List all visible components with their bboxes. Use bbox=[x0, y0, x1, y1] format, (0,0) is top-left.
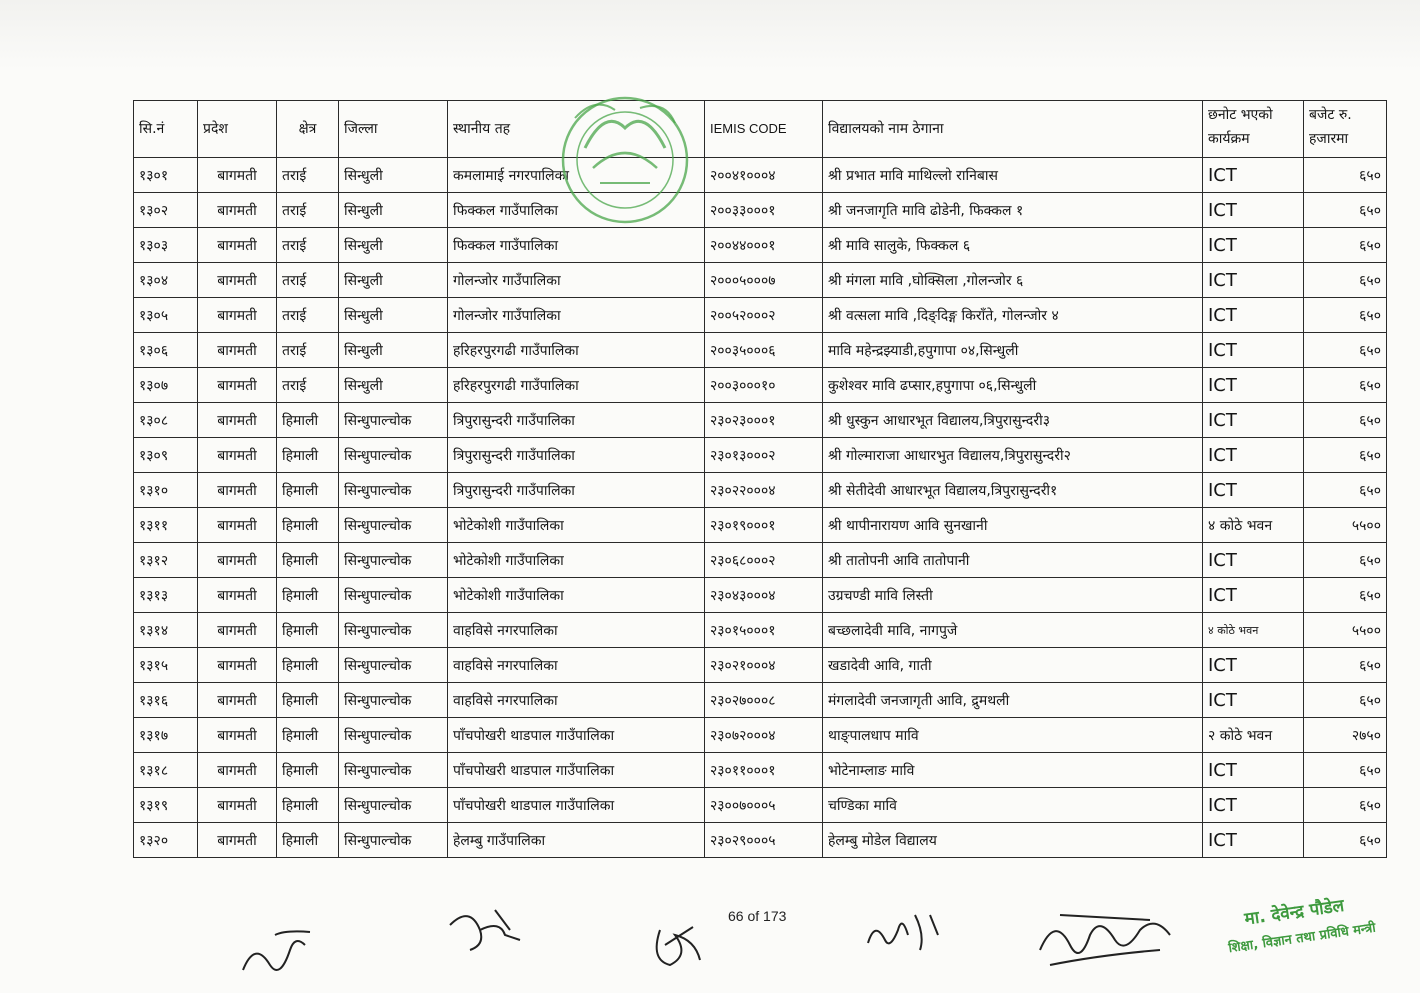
cell-district: सिन्धुली bbox=[339, 193, 448, 228]
header-iemis-code: IEMIS CODE bbox=[705, 101, 823, 158]
cell-program: २ कोठे भवन bbox=[1203, 718, 1304, 753]
cell-district: सिन्धुपाल्चोक bbox=[339, 648, 448, 683]
cell-local-level: पाँचपोखरी थाडपाल गाउँपालिका bbox=[448, 718, 705, 753]
header-district: जिल्ला bbox=[339, 101, 448, 158]
table-row bbox=[134, 368, 1387, 403]
cell-program: ICT bbox=[1203, 263, 1304, 298]
signature-1-icon bbox=[235, 920, 325, 984]
cell-program: ४ कोठे भवन bbox=[1203, 508, 1304, 543]
cell-school-name: श्री तातोपनी आवि तातोपानी bbox=[823, 543, 1203, 578]
table-row bbox=[134, 648, 1387, 683]
header-budget: बजेट रु. हजारमा bbox=[1304, 101, 1387, 158]
cell-school-name: मावि महेन्द्रझ्याडी,हपुगापा ०४,सिन्धुली bbox=[823, 333, 1203, 368]
table-row bbox=[134, 333, 1387, 368]
cell-region: हिमाली bbox=[277, 788, 339, 823]
cell-budget: ६५० bbox=[1304, 473, 1387, 508]
header-school-name: विद्यालयको नाम ठेगाना bbox=[823, 101, 1203, 158]
cell-iemis-code: २३००७०००५ bbox=[705, 788, 823, 823]
cell-province: बागमती bbox=[198, 683, 277, 718]
cell-district: सिन्धुपाल्चोक bbox=[339, 438, 448, 473]
cell-province: बागमती bbox=[198, 193, 277, 228]
cell-school-name: थाङ्पालधाप मावि bbox=[823, 718, 1203, 753]
table-row bbox=[134, 543, 1387, 578]
cell-province: बागमती bbox=[198, 823, 277, 858]
cell-program: ICT bbox=[1203, 228, 1304, 263]
cell-region: हिमाली bbox=[277, 823, 339, 858]
cell-sn: १३१९ bbox=[134, 788, 198, 823]
cell-local-level: गोलन्जोर गाउँपालिका bbox=[448, 263, 705, 298]
official-stamp bbox=[1223, 883, 1420, 993]
cell-sn: १३१८ bbox=[134, 753, 198, 788]
cell-budget: ५५०० bbox=[1304, 508, 1387, 543]
cell-region: तराई bbox=[277, 368, 339, 403]
cell-district: सिन्धुली bbox=[339, 228, 448, 263]
cell-program: ICT bbox=[1203, 403, 1304, 438]
cell-sn: १३०७ bbox=[134, 368, 198, 403]
cell-budget: ६५० bbox=[1304, 648, 1387, 683]
cell-program: ICT bbox=[1203, 578, 1304, 613]
cell-sn: १३०१ bbox=[134, 158, 198, 193]
cell-budget: ६५० bbox=[1304, 263, 1387, 298]
cell-local-level: त्रिपुरासुन्दरी गाउँपालिका bbox=[448, 403, 705, 438]
page-number: 66 of 173 bbox=[728, 908, 787, 924]
cell-province: बागमती bbox=[198, 473, 277, 508]
cell-sn: १३१६ bbox=[134, 683, 198, 718]
cell-local-level: फिक्कल गाउँपालिका bbox=[448, 228, 705, 263]
cell-district: सिन्धुपाल्चोक bbox=[339, 788, 448, 823]
cell-program: ICT bbox=[1203, 683, 1304, 718]
cell-school-name: कुशेश्वर मावि ढप्सार,हपुगापा ०६,सिन्धुली bbox=[823, 368, 1203, 403]
cell-region: तराई bbox=[277, 158, 339, 193]
table-row bbox=[134, 753, 1387, 788]
header-region: क्षेत्र bbox=[277, 101, 339, 158]
cell-region: तराई bbox=[277, 333, 339, 368]
table-row bbox=[134, 578, 1387, 613]
cell-sn: १३१५ bbox=[134, 648, 198, 683]
cell-iemis-code: २००४४०००१ bbox=[705, 228, 823, 263]
cell-budget: ६५० bbox=[1304, 438, 1387, 473]
cell-province: बागमती bbox=[198, 753, 277, 788]
cell-province: बागमती bbox=[198, 438, 277, 473]
cell-province: बागमती bbox=[198, 263, 277, 298]
cell-province: बागमती bbox=[198, 613, 277, 648]
cell-budget: ६५० bbox=[1304, 228, 1387, 263]
cell-province: बागमती bbox=[198, 788, 277, 823]
cell-province: बागमती bbox=[198, 648, 277, 683]
cell-program: ICT bbox=[1203, 298, 1304, 333]
stamp-name: मा. देवेन्द्र पौडेल bbox=[1243, 895, 1346, 930]
cell-school-name: भोटेनाम्लाङ मावि bbox=[823, 753, 1203, 788]
cell-school-name: श्री थापीनारायण आवि सुनखानी bbox=[823, 508, 1203, 543]
signature-2-icon bbox=[440, 900, 530, 960]
cell-region: तराई bbox=[277, 228, 339, 263]
cell-program: ICT bbox=[1203, 438, 1304, 473]
cell-sn: १३१३ bbox=[134, 578, 198, 613]
cell-budget: ५५०० bbox=[1304, 613, 1387, 648]
cell-district: सिन्धुली bbox=[339, 263, 448, 298]
cell-local-level: भोटेकोशी गाउँपालिका bbox=[448, 578, 705, 613]
cell-iemis-code: २००४१०००४ bbox=[705, 158, 823, 193]
cell-sn: १३१४ bbox=[134, 613, 198, 648]
table-row bbox=[134, 473, 1387, 508]
cell-district: सिन्धुली bbox=[339, 333, 448, 368]
cell-local-level: वाहविसे नगरपालिका bbox=[448, 683, 705, 718]
cell-budget: ६५० bbox=[1304, 193, 1387, 228]
cell-program: ICT bbox=[1203, 473, 1304, 508]
header-program: छनोट भएको कार्यक्रम bbox=[1203, 101, 1304, 158]
cell-iemis-code: २३०११०००१ bbox=[705, 753, 823, 788]
cell-local-level: फिक्कल गाउँपालिका bbox=[448, 193, 705, 228]
cell-iemis-code: २००३३०००१ bbox=[705, 193, 823, 228]
cell-iemis-code: २३०२७०००८ bbox=[705, 683, 823, 718]
cell-budget: २७५० bbox=[1304, 718, 1387, 753]
cell-region: हिमाली bbox=[277, 613, 339, 648]
cell-program: ICT bbox=[1203, 193, 1304, 228]
cell-sn: १३१७ bbox=[134, 718, 198, 753]
cell-school-name: खडादेवी आवि, गाती bbox=[823, 648, 1203, 683]
cell-iemis-code: २००३५०००६ bbox=[705, 333, 823, 368]
cell-local-level: हेलम्बु गाउँपालिका bbox=[448, 823, 705, 858]
cell-region: हिमाली bbox=[277, 403, 339, 438]
cell-iemis-code: २३०२३०००१ bbox=[705, 403, 823, 438]
cell-province: बागमती bbox=[198, 298, 277, 333]
cell-province: बागमती bbox=[198, 158, 277, 193]
table-row bbox=[134, 298, 1387, 333]
cell-region: तराई bbox=[277, 298, 339, 333]
cell-school-name: चण्डिका मावि bbox=[823, 788, 1203, 823]
cell-iemis-code: २३०१९०००१ bbox=[705, 508, 823, 543]
cell-budget: ६५० bbox=[1304, 298, 1387, 333]
cell-program: ICT bbox=[1203, 753, 1304, 788]
cell-district: सिन्धुपाल्चोक bbox=[339, 683, 448, 718]
table-row bbox=[134, 158, 1387, 193]
cell-sn: १३१० bbox=[134, 473, 198, 508]
cell-region: हिमाली bbox=[277, 578, 339, 613]
cell-local-level: भोटेकोशी गाउँपालिका bbox=[448, 543, 705, 578]
cell-sn: १३११ bbox=[134, 508, 198, 543]
cell-sn: १३२० bbox=[134, 823, 198, 858]
cell-region: हिमाली bbox=[277, 718, 339, 753]
cell-budget: ६५० bbox=[1304, 158, 1387, 193]
table-row bbox=[134, 613, 1387, 648]
cell-school-name: श्री मंगला मावि ,घोक्सिला ,गोलन्जोर ६ bbox=[823, 263, 1203, 298]
cell-province: बागमती bbox=[198, 333, 277, 368]
cell-district: सिन्धुली bbox=[339, 158, 448, 193]
cell-district: सिन्धुपाल्चोक bbox=[339, 508, 448, 543]
cell-iemis-code: २३०२१०००४ bbox=[705, 648, 823, 683]
cell-iemis-code: २३०१५०००१ bbox=[705, 613, 823, 648]
cell-budget: ६५० bbox=[1304, 543, 1387, 578]
cell-district: सिन्धुपाल्चोक bbox=[339, 543, 448, 578]
table-row bbox=[134, 823, 1387, 858]
cell-province: बागमती bbox=[198, 368, 277, 403]
cell-iemis-code: २३०६८०००२ bbox=[705, 543, 823, 578]
cell-province: बागमती bbox=[198, 508, 277, 543]
cell-budget: ६५० bbox=[1304, 683, 1387, 718]
table-body bbox=[134, 158, 1387, 858]
cell-program: ICT bbox=[1203, 788, 1304, 823]
header-local-level: स्थानीय तह bbox=[448, 101, 705, 158]
cell-school-name: श्री प्रभात मावि माथिल्लो रानिबास bbox=[823, 158, 1203, 193]
header-province: प्रदेश bbox=[198, 101, 277, 158]
cell-school-name: मंगलादेवी जनजागृती आवि, द्रुमथली bbox=[823, 683, 1203, 718]
cell-local-level: त्रिपुरासुन्दरी गाउँपालिका bbox=[448, 438, 705, 473]
cell-local-level: वाहविसे नगरपालिका bbox=[448, 613, 705, 648]
cell-district: सिन्धुपाल्चोक bbox=[339, 823, 448, 858]
table-row bbox=[134, 438, 1387, 473]
cell-iemis-code: २०००५०००७ bbox=[705, 263, 823, 298]
page-top-margin bbox=[0, 0, 1420, 70]
cell-budget: ६५० bbox=[1304, 788, 1387, 823]
table-row bbox=[134, 193, 1387, 228]
cell-sn: १३०६ bbox=[134, 333, 198, 368]
cell-sn: १३०२ bbox=[134, 193, 198, 228]
cell-region: हिमाली bbox=[277, 753, 339, 788]
cell-district: सिन्धुपाल्चोक bbox=[339, 753, 448, 788]
table-row bbox=[134, 403, 1387, 438]
cell-sn: १३०९ bbox=[134, 438, 198, 473]
cell-program: ICT bbox=[1203, 158, 1304, 193]
header-sn: सि.नं bbox=[134, 101, 198, 158]
cell-budget: ६५० bbox=[1304, 368, 1387, 403]
cell-local-level: गोलन्जोर गाउँपालिका bbox=[448, 298, 705, 333]
table-row bbox=[134, 788, 1387, 823]
cell-local-level: त्रिपुरासुन्दरी गाउँपालिका bbox=[448, 473, 705, 508]
table-row bbox=[134, 228, 1387, 263]
cell-local-level: भोटेकोशी गाउँपालिका bbox=[448, 508, 705, 543]
cell-iemis-code: २३०४३०००४ bbox=[705, 578, 823, 613]
cell-school-name: श्री धुस्कुन आधारभूत विद्यालय,त्रिपुरासुन्दरी३ bbox=[823, 403, 1203, 438]
signature-4-icon bbox=[860, 905, 950, 955]
cell-province: बागमती bbox=[198, 578, 277, 613]
cell-sn: १३०८ bbox=[134, 403, 198, 438]
cell-region: तराई bbox=[277, 263, 339, 298]
cell-local-level: हरिहरपुरगढी गाउँपालिका bbox=[448, 333, 705, 368]
cell-school-name: श्री गोल्माराजा आधारभुत विद्यालय,त्रिपुरासुन्दरी२ bbox=[823, 438, 1203, 473]
cell-iemis-code: २३०२९०००५ bbox=[705, 823, 823, 858]
cell-iemis-code: २३०१३०००२ bbox=[705, 438, 823, 473]
cell-program: ४ कोठे भवन bbox=[1203, 613, 1304, 648]
cell-iemis-code: २००५२०००२ bbox=[705, 298, 823, 333]
school-program-table bbox=[133, 100, 1387, 858]
cell-program: ICT bbox=[1203, 543, 1304, 578]
cell-sn: १३०३ bbox=[134, 228, 198, 263]
cell-district: सिन्धुपाल्चोक bbox=[339, 718, 448, 753]
cell-budget: ६५० bbox=[1304, 403, 1387, 438]
cell-region: हिमाली bbox=[277, 508, 339, 543]
cell-local-level: पाँचपोखरी थाडपाल गाउँपालिका bbox=[448, 753, 705, 788]
cell-region: तराई bbox=[277, 193, 339, 228]
cell-region: हिमाली bbox=[277, 438, 339, 473]
cell-program: ICT bbox=[1203, 368, 1304, 403]
cell-program: ICT bbox=[1203, 823, 1304, 858]
cell-district: सिन्धुली bbox=[339, 368, 448, 403]
table-row bbox=[134, 508, 1387, 543]
cell-iemis-code: २००३०००१० bbox=[705, 368, 823, 403]
cell-school-name: बच्छलादेवी मावि, नागपुजे bbox=[823, 613, 1203, 648]
cell-region: हिमाली bbox=[277, 473, 339, 508]
cell-iemis-code: २३०२२०००४ bbox=[705, 473, 823, 508]
stamp-office: शिक्षा, विज्ञान तथा प्रविधि मन्त्री bbox=[1227, 920, 1377, 957]
cell-local-level: पाँचपोखरी थाडपाल गाउँपालिका bbox=[448, 788, 705, 823]
cell-sn: १३०५ bbox=[134, 298, 198, 333]
table-row bbox=[134, 683, 1387, 718]
cell-district: सिन्धुपाल्चोक bbox=[339, 473, 448, 508]
cell-budget: ६५० bbox=[1304, 823, 1387, 858]
cell-school-name: उग्रचण्डी मावि लिस्ती bbox=[823, 578, 1203, 613]
cell-district: सिन्धुपाल्चोक bbox=[339, 578, 448, 613]
cell-school-name: श्री सेतीदेवी आधारभूत विद्यालय,त्रिपुरासुन्दरी१ bbox=[823, 473, 1203, 508]
cell-iemis-code: २३०७२०००४ bbox=[705, 718, 823, 753]
cell-school-name: हेलम्बु मोडेल विद्यालय bbox=[823, 823, 1203, 858]
cell-region: हिमाली bbox=[277, 543, 339, 578]
cell-budget: ६५० bbox=[1304, 333, 1387, 368]
cell-program: ICT bbox=[1203, 648, 1304, 683]
signature-3-icon bbox=[645, 915, 715, 975]
signature-5-icon bbox=[1030, 895, 1180, 975]
cell-sn: १३१२ bbox=[134, 543, 198, 578]
cell-region: हिमाली bbox=[277, 683, 339, 718]
cell-district: सिन्धुली bbox=[339, 298, 448, 333]
cell-school-name: श्री जनजागृति मावि ढोडेनी, फिक्कल १ bbox=[823, 193, 1203, 228]
cell-local-level: कमलामाई नगरपालिका bbox=[448, 158, 705, 193]
cell-local-level: वाहविसे नगरपालिका bbox=[448, 648, 705, 683]
cell-budget: ६५० bbox=[1304, 578, 1387, 613]
table-row bbox=[134, 718, 1387, 753]
cell-local-level: हरिहरपुरगढी गाउँपालिका bbox=[448, 368, 705, 403]
cell-program: ICT bbox=[1203, 333, 1304, 368]
cell-district: सिन्धुपाल्चोक bbox=[339, 403, 448, 438]
cell-province: बागमती bbox=[198, 228, 277, 263]
cell-school-name: श्री वत्सला मावि ,दिङ्दिङ्ग किराँते, गोलन्जोर ४ bbox=[823, 298, 1203, 333]
cell-sn: १३०४ bbox=[134, 263, 198, 298]
cell-budget: ६५० bbox=[1304, 753, 1387, 788]
cell-province: बागमती bbox=[198, 543, 277, 578]
cell-school-name: श्री मावि सालुके, फिक्कल ६ bbox=[823, 228, 1203, 263]
table-row bbox=[134, 263, 1387, 298]
cell-province: बागमती bbox=[198, 403, 277, 438]
table-header-row bbox=[134, 101, 1387, 158]
cell-province: बागमती bbox=[198, 718, 277, 753]
cell-region: हिमाली bbox=[277, 648, 339, 683]
cell-district: सिन्धुपाल्चोक bbox=[339, 613, 448, 648]
